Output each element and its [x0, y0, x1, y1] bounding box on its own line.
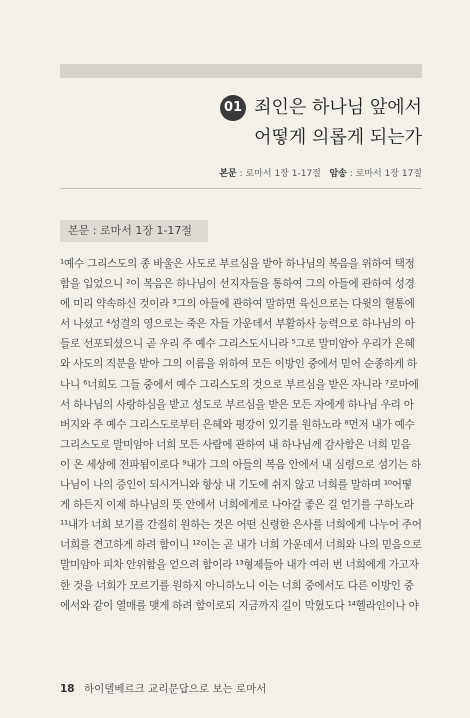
body-line: 이 온 세상에 전파됨이로다 ⁹내가 그의 아들의 복음 안에서 내 심령으로 섬기는 하 — [60, 458, 421, 471]
body-line: ¹예수 그리스도의 종 바울은 사도로 부르심을 받아 하나님의 복음을 위하여 택정 — [60, 258, 415, 270]
body-line: 게 하든지 이제 하나님의 뜻 안에서 너희에게로 나아갈 좋은 길 얻기를 구하노라 — [60, 499, 414, 512]
body-line: 나니 ⁶너희도 그들 중에서 예수 그리스도의 것으로 부르심을 받은 자니라 ⁷로마에 — [60, 378, 419, 391]
body-line: 말미암아 피차 안위함을 얻으려 함이라 ¹³형제들아 내가 여러 번 너희에게 가고자 — [60, 559, 419, 572]
book-title: 하이델베르크 교리문답으로 보는 로마서 — [83, 683, 267, 695]
chapter-number-badge: 01 — [220, 95, 246, 121]
memory-label: 암송 — [329, 169, 347, 179]
chapter-title-line1: 죄인은 하나님 앞에서 — [254, 97, 422, 118]
body-line: 서 나셨고 ⁴성결의 영으로는 죽은 자들 가운데서 부활하사 능력으로 하나님의 아 — [60, 318, 415, 331]
body-line: 함을 입었으니 ²이 복음은 하나님이 선지자들을 통하여 그의 아들에 관하여 성경 — [60, 278, 415, 291]
scripture-reference — [0, 166, 422, 179]
section-label: 본문 : 로마서 1장 1-17절 — [60, 220, 208, 242]
page-footer — [60, 681, 422, 696]
divider — [60, 188, 422, 189]
body-line: 그리스도로 말미암아 너희 모든 사람에 관하여 내 하나님께 감사함은 너희 믿음 — [60, 438, 411, 451]
body-line: 와 사도의 직분을 받아 그의 이름을 위하여 모든 이방인 중에서 믿어 순종하게 하 — [60, 358, 417, 371]
body-line: ¹¹내가 너희 보기를 간절히 원하는 것은 어떤 신령한 은사를 너희에게 나누어 주어 — [60, 519, 422, 532]
body-line: 너희를 견고하게 하려 함이니 ¹²이는 곧 내가 너희 가운데서 너희와 나의 믿음으로 — [60, 539, 422, 552]
text-label: 본문 — [219, 169, 237, 179]
chapter-title-line2: 어떻게 의롭게 되는가 — [254, 127, 422, 148]
chapter-title-line1-row — [0, 94, 422, 122]
body-line: 한 것을 너희가 모르기를 원하지 아니하노니 이는 너희 중에서도 다른 이방인 중 — [60, 579, 414, 592]
text-value: : 로마서 1장 1-17절 — [239, 169, 321, 179]
memory-value: : 로마서 1장 17절 — [349, 169, 422, 179]
body-line: 들로 선포되셨으니 곧 우리 주 예수 그리스도시니라 ⁵그로 말미암아 우리가 은혜 — [60, 338, 415, 351]
header-band — [60, 64, 422, 78]
chapter-title — [0, 94, 422, 152]
body-text — [60, 254, 422, 616]
body-line: 에서와 같이 열매를 맺게 하려 함이로되 지금까지 길이 막혔도다 ¹⁴헬라인이나 야 — [60, 599, 419, 612]
page-number: 18 — [60, 683, 75, 695]
body-line: 버지와 주 예수 그리스도로부터 은혜와 평강이 있기를 원하노라 ⁸먼저 내가 예수 — [60, 418, 415, 431]
body-line: 나님이 나의 증인이 되시거니와 항상 내 기도에 쉬지 않고 너희를 말하며 ¹⁰어떻 — [60, 479, 412, 492]
body-line: 에 미리 약속하신 것이라 ³그의 아들에 관하여 말하면 육신으로는 다윗의 혈통에 — [60, 298, 415, 311]
body-line: 서 하나님의 사랑하심을 받고 성도로 부르심을 받은 모든 자에게 하나님 우리 아 — [60, 398, 414, 411]
